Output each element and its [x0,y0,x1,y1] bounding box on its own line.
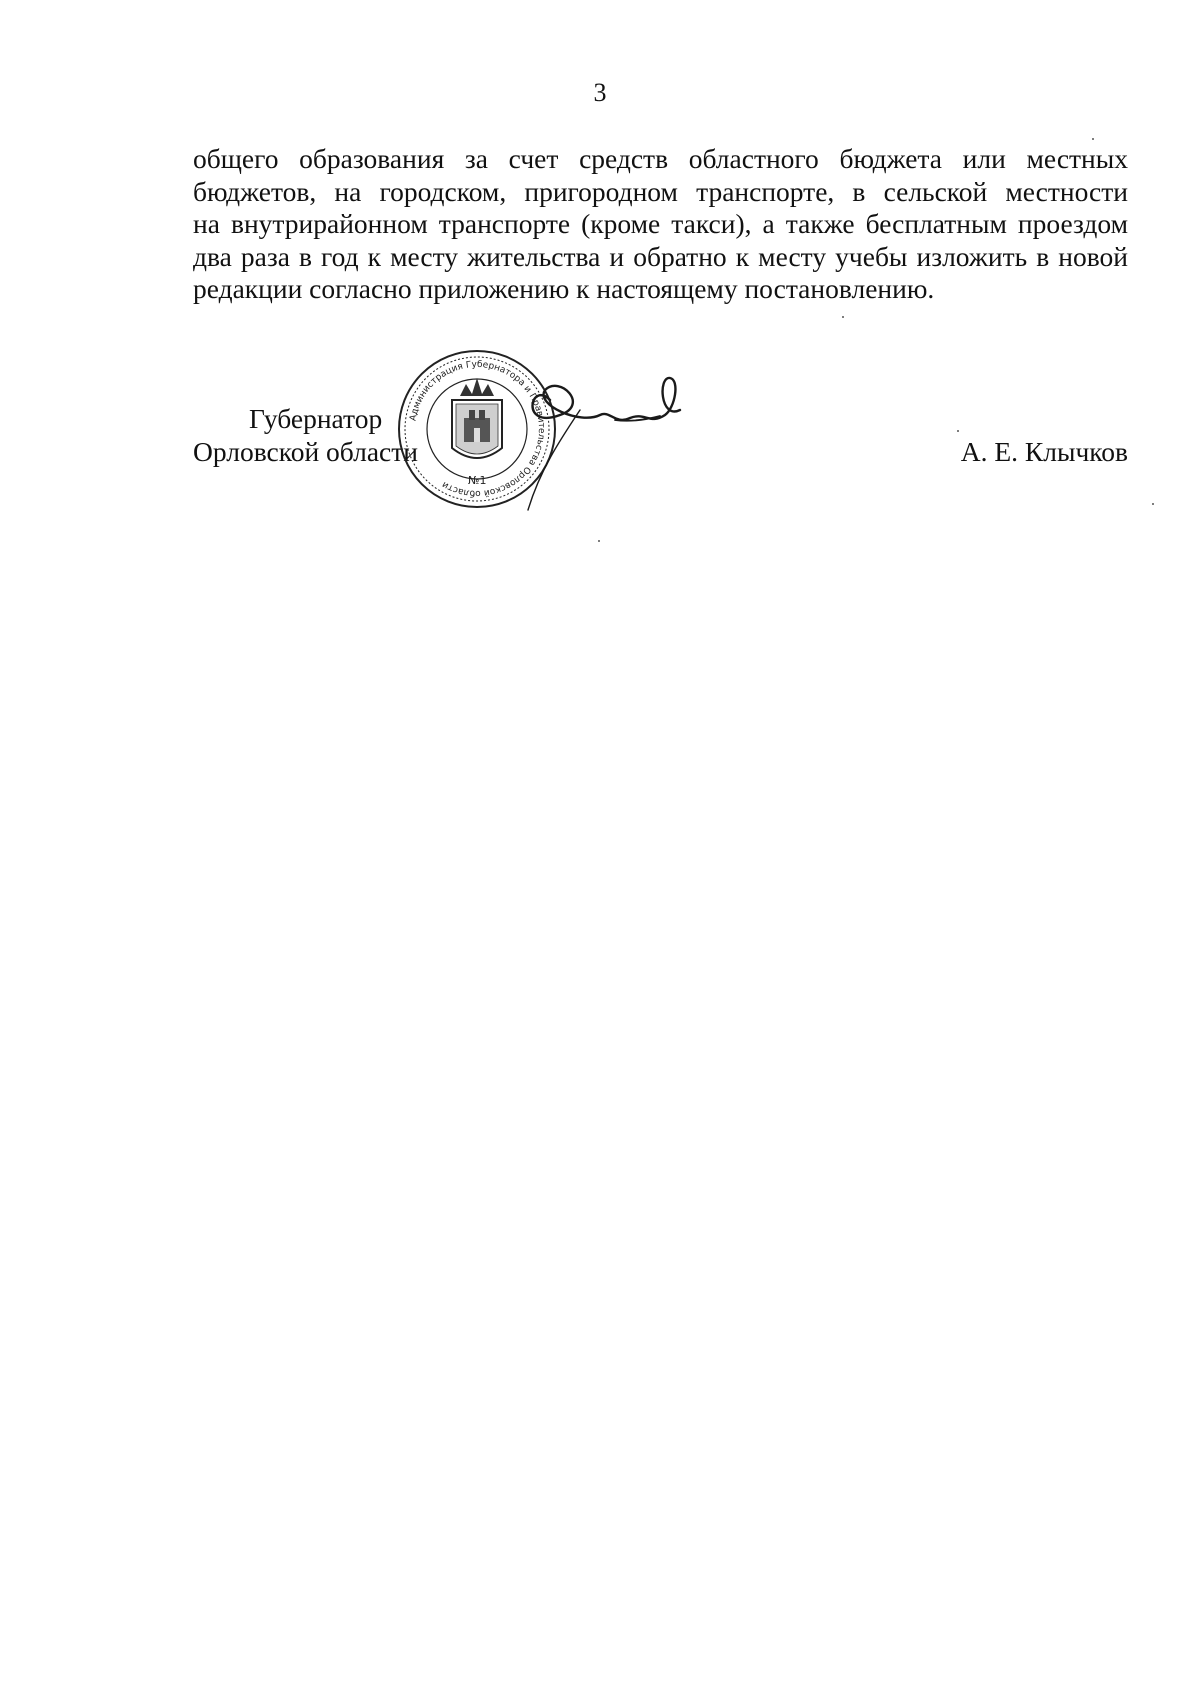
seal-ring-text: Администрация Губернатора и Правительства Орловской области [408,359,547,499]
signer-name: А. Е. Клычков [960,436,1128,467]
body-paragraph [193,143,1128,306]
seal-number: №1 [468,474,487,487]
signatory-position: Губернатор [249,403,383,434]
body-line: общего образования за счет средств областного бюджета или местных [193,143,1128,174]
scan-speck [1152,503,1154,505]
scan-speck [957,430,959,432]
page-number: 3 [593,78,607,107]
scan-speck [1092,138,1094,140]
body-line: на внутрирайонном транспорте (кроме такси), а также бесплатным проездом [193,208,1128,239]
signatory-region: Орловской области [193,435,418,467]
coat-of-arms-icon [452,378,502,458]
body-line: два раза в год к месту жительства и обратно к месту учебы изложить в новой [193,240,1128,272]
scan-speck [842,316,844,318]
scan-speck [598,540,600,542]
body-line: редакции согласно приложению к настоящему постановлению. [193,273,935,304]
body-line: бюджетов, на городском, пригородном транспорте, в сельской местности [193,175,1128,207]
handwritten-signature-icon [520,370,740,520]
